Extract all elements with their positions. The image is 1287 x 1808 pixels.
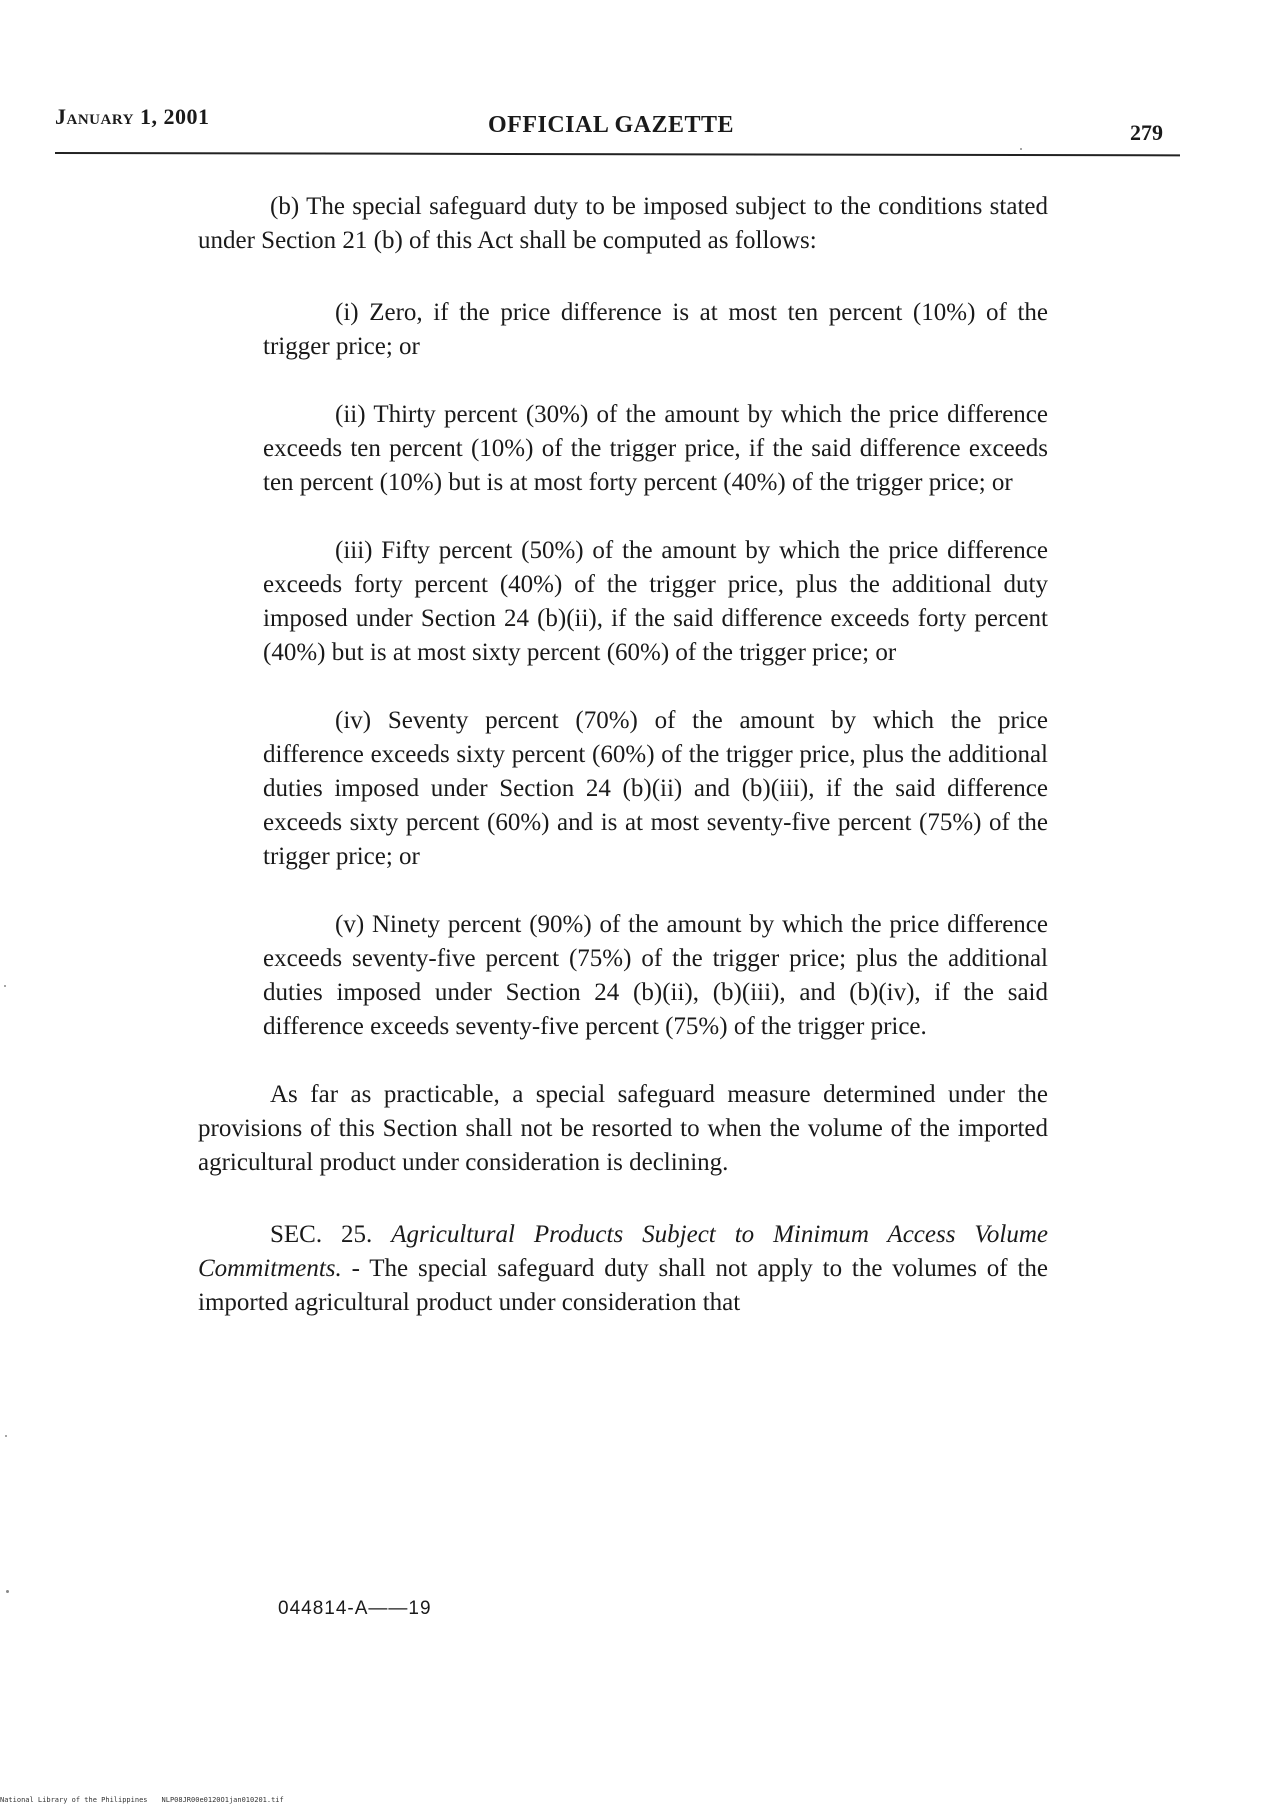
page-header (55, 100, 1175, 145)
scan-speck (6, 1590, 9, 1593)
header-title: OFFICIAL GAZETTE (488, 112, 735, 138)
footer-code: 044814-A——19 (278, 1598, 432, 1619)
section-number: SEC. 25. (270, 1221, 373, 1248)
list-item-iii: (iii) Fifty percent (50%) of the amount by which the price difference exceeds forty percent (40%) of the trigger price, plus the additional duty imposed under Section 24 (b)(ii), if the said difference exceeds forty percent (40%) but is at most sixty percent (60%) of the trigger price; or (263, 537, 1048, 666)
scan-footer (0, 1796, 284, 1804)
document-body (198, 190, 1048, 1358)
scan-speck (5, 1435, 7, 1437)
scan-filename: NLP08JR00e0120O1jan010201.tif (161, 1796, 284, 1804)
library-name: National Library of the Philippines (0, 1796, 148, 1804)
page-number: 279 (1130, 120, 1163, 145)
section-text: - The special safeguard duty shall not apply to the volumes of the imported agricultural product under consideration that (198, 1255, 1048, 1316)
list-item-i: (i) Zero, if the price difference is at most ten percent (10%) of the trigger price; or (263, 299, 1048, 360)
section-25-paragraph (198, 1218, 1048, 1320)
scan-speck (1020, 148, 1022, 150)
intro-paragraph: (b) The special safeguard duty to be imposed subject to the conditions stated under Section 21 (b) of this Act shall be computed as follows: (198, 193, 1048, 254)
header-date: January 1, 2001 (55, 104, 210, 129)
section-heading: Agricultural Products Subject to Minimum Access Volume Commitments. (198, 1221, 1049, 1282)
header-rule (55, 152, 1180, 156)
list-item-iv: (iv) Seventy percent (70%) of the amount by which the price difference exceeds sixty percent (60%) of the trigger price, plus the additional duties imposed under Section 24 (b)(ii) and (b)(iii), if the said difference exceeds sixty percent (60%) and is at most seventy-five percent (75%) of the trigger price; or (263, 707, 1048, 870)
scan-speck (4, 985, 6, 987)
closing-paragraph: As far as practicable, a special safeguard measure determined under the provisions of this Section shall not be resorted to when the volume of the imported agricultural product under consideration is declining. (198, 1081, 1048, 1176)
list-item-ii: (ii) Thirty percent (30%) of the amount by which the price difference exceeds ten percent (10%) of the trigger price, if the said difference exceeds ten percent (10%) but is at most forty percent (40%) of the trigger price; or (263, 401, 1048, 496)
list-item-v: (v) Ninety percent (90%) of the amount by which the price difference exceeds seventy-five percent (75%) of the trigger price; plus the additional duties imposed under Section 24 (b)(ii), (b)(iii), and (b)(iv), if the said difference exceeds seventy-five percent (75%) of the trigger price. (263, 911, 1048, 1040)
